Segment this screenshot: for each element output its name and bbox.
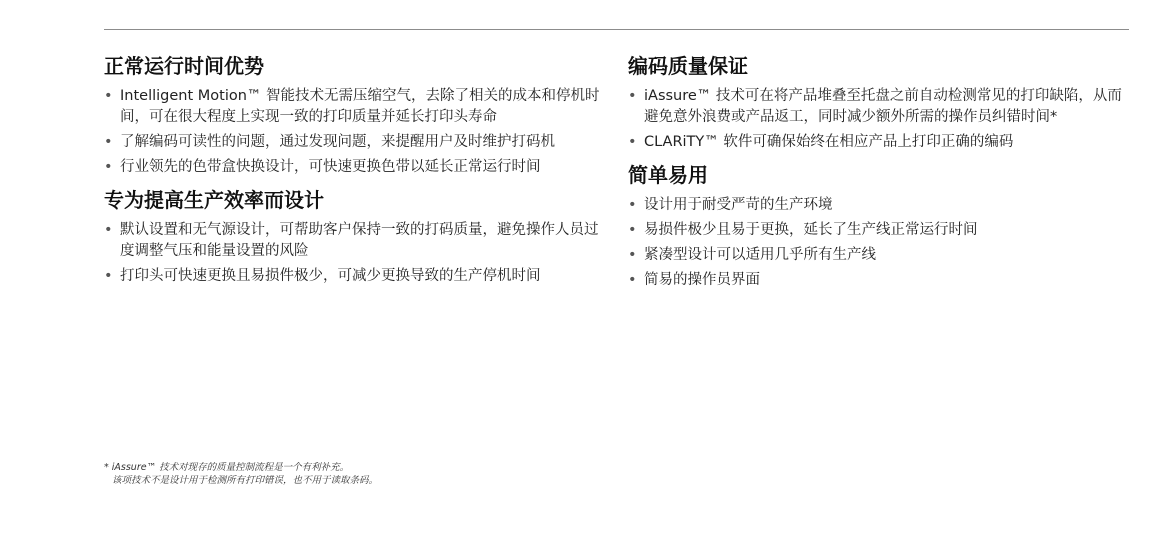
bullet-icon: • <box>104 88 113 104</box>
footnote-line-1: * iAssure™ 技术对现存的质量控制流程是一个有利补充。 <box>104 462 350 473</box>
list-item <box>628 132 1128 153</box>
list-item <box>104 220 604 262</box>
list-item-text: 了解编码可读性的问题，通过发现问题，来提醒用户及时维护打码机 <box>120 134 555 150</box>
section-title-ease-of-use: 简单易用 <box>628 163 708 187</box>
ease-of-use-list <box>628 195 1128 291</box>
left-column <box>104 52 604 295</box>
footnote <box>104 461 704 487</box>
list-item-text: 打印头可快速更换且易损件极少，可减少更换导致的生产停机时间 <box>120 268 541 284</box>
list-item <box>628 220 1128 241</box>
list-item <box>104 132 604 153</box>
section-title-code-quality: 编码质量保证 <box>628 54 748 78</box>
bullet-icon: • <box>628 134 637 150</box>
list-item <box>104 86 604 128</box>
list-item-text: 易损件极少且易于更换，延长了生产线正常运行时间 <box>644 222 978 238</box>
bullet-icon: • <box>104 268 113 284</box>
bullet-icon: • <box>628 88 637 104</box>
top-divider <box>104 29 1129 30</box>
bullet-icon: • <box>628 222 637 238</box>
list-item-text: 默认设置和无气源设计，可帮助客户保持一致的打码质量，避免操作人员过度调整气压和能量设置的风险 <box>120 222 599 259</box>
list-item-text: 行业领先的色带盒快换设计，可快速更换色带以延长正常运行时间 <box>120 159 541 175</box>
section-title-uptime: 正常运行时间优势 <box>104 54 264 78</box>
productivity-list <box>104 220 604 287</box>
bullet-icon: • <box>104 159 113 175</box>
list-item-text: Intelligent Motion™ 智能技术无需压缩空气，去除了相关的成本和停机时间，可在很大程度上实现一致的打印质量并延长打印头寿命 <box>120 88 600 125</box>
list-item-text: 紧凑型设计可以适用几乎所有生产线 <box>644 247 876 263</box>
list-item-text: iAssure™ 技术可在将产品堆叠至托盘之前自动检测常见的打印缺陷，从而避免意外浪费或产品返工，同时减少额外所需的操作员纠错时间* <box>644 88 1122 125</box>
list-item <box>104 266 604 287</box>
list-item <box>628 270 1128 291</box>
uptime-list <box>104 86 604 178</box>
bullet-icon: • <box>628 247 637 263</box>
bullet-icon: • <box>628 272 637 288</box>
code-quality-list <box>628 86 1128 153</box>
section-title-productivity: 专为提高生产效率而设计 <box>104 188 324 212</box>
list-item-text: 设计用于耐受严苛的生产环境 <box>644 197 833 213</box>
list-item <box>628 195 1128 216</box>
right-column <box>628 52 1128 299</box>
bullet-icon: • <box>104 134 113 150</box>
list-item <box>628 245 1128 266</box>
list-item-text: CLARiTY™ 软件可确保始终在相应产品上打印正确的编码 <box>644 134 1014 150</box>
list-item <box>104 157 604 178</box>
list-item <box>628 86 1128 128</box>
footnote-line-2: 该项技术不是设计用于检测所有打印错误，也不用于读取条码。 <box>112 475 379 486</box>
bullet-icon: • <box>104 222 113 238</box>
list-item-text: 简易的操作员界面 <box>644 272 760 288</box>
bullet-icon: • <box>628 197 637 213</box>
